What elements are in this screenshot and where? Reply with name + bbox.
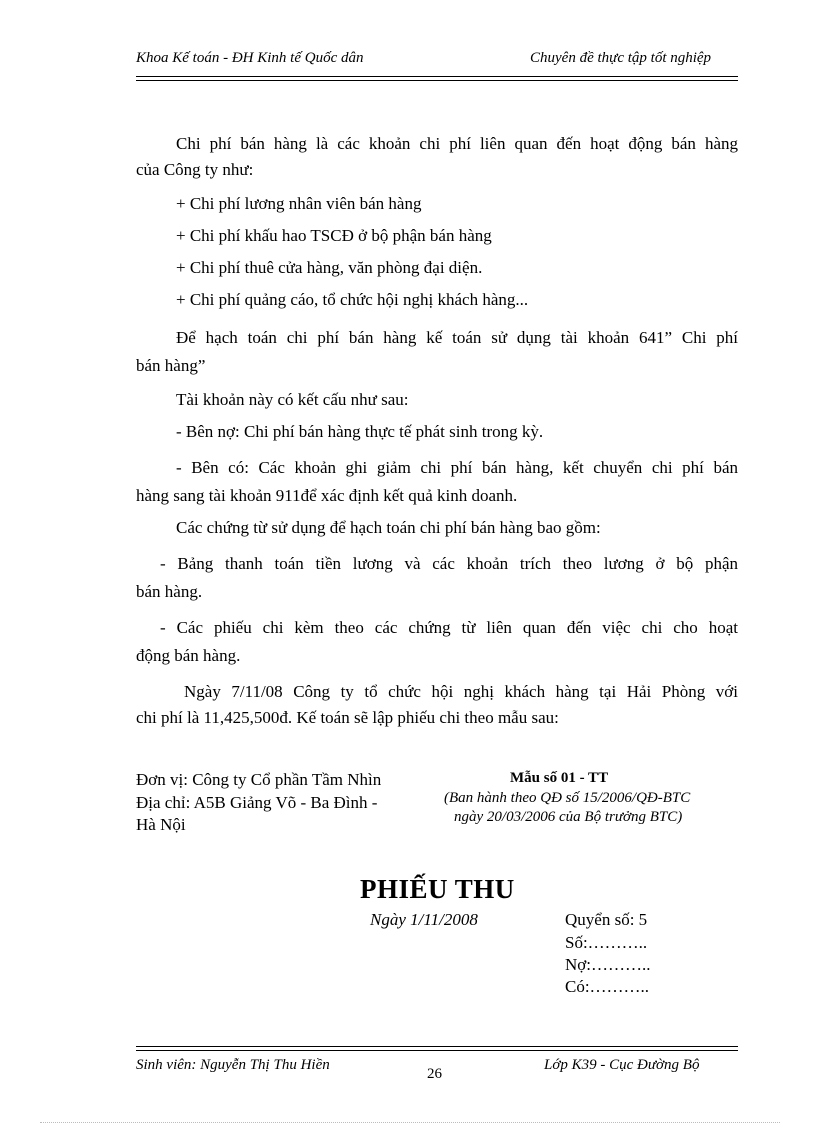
org-address-line-2: Hà Nội xyxy=(136,815,186,834)
footer-student: Sinh viên: Nguyễn Thị Thu Hiền xyxy=(136,1057,330,1073)
list-item-4: + Chi phí quảng cáo, tổ chức hội nghị khách hàng... xyxy=(176,290,529,309)
voucher-title: PHIẾU THU xyxy=(360,874,515,904)
paragraph-6: Các chứng từ sử dụng để hạch toán chi phí bán hàng bao gồm: xyxy=(176,518,601,537)
footer-class: Lớp K39 - Cục Đường Bộ xyxy=(544,1057,700,1073)
paragraph-2-line-1: Để hạch toán chi phí bán hàng kế toán sử dụng tài khoản 641” Chi phí xyxy=(176,328,738,347)
bullet-1-line-1: - Bảng thanh toán tiền lương và các khoản trích theo lương ở bộ phận xyxy=(160,554,738,573)
page-number: 26 xyxy=(427,1066,442,1082)
paragraph-1-line-2: của Công ty như: xyxy=(136,160,254,179)
paragraph-2-line-2: bán hàng” xyxy=(136,356,206,375)
paragraph-7-line-1: Ngày 7/11/08 Công ty tổ chức hội nghị khách hàng tại Hải Phòng với xyxy=(184,682,738,701)
voucher-book: Quyển số: 5 xyxy=(565,910,648,929)
voucher-debit: Nợ:……….. xyxy=(565,955,651,974)
paragraph-5-line-2: hàng sang tài khoản 911để xác định kết quả kinh doanh. xyxy=(136,486,518,505)
header-right: Chuyên đề thực tập tốt nghiệp xyxy=(530,50,712,66)
form-note-line-2: ngày 20/03/2006 của Bộ trưởng BTC) xyxy=(454,809,683,825)
paragraph-4: - Bên nợ: Chi phí bán hàng thực tế phát sinh trong kỳ. xyxy=(176,422,544,441)
paragraph-3: Tài khoản này có kết cấu như sau: xyxy=(176,390,409,409)
header-left: Khoa Kế toán - ĐH Kinh tế Quốc dân xyxy=(136,50,364,66)
voucher-credit: Có:……….. xyxy=(565,977,650,996)
bullet-1-line-2: bán hàng. xyxy=(136,582,203,601)
footer-rule-bottom xyxy=(136,1050,738,1051)
paragraph-7-line-2: chi phí là 11,425,500đ. Kế toán sẽ lập phiếu chi theo mẫu sau: xyxy=(136,708,559,727)
paragraph-5-line-1: - Bên có: Các khoản ghi giảm chi phí bán hàng, kết chuyển chi phí bán xyxy=(176,458,738,477)
footer-rule-top xyxy=(136,1046,738,1047)
org-address-line-1: Địa chỉ: A5B Giảng Võ - Ba Đình - xyxy=(136,793,378,812)
list-item-1: + Chi phí lương nhân viên bán hàng xyxy=(176,194,422,213)
org-name: Đơn vị: Công ty Cổ phần Tầm Nhìn xyxy=(136,770,382,789)
voucher-number: Số:……….. xyxy=(565,933,648,952)
paragraph-1-line-1: Chi phí bán hàng là các khoản chi phí liên quan đến hoạt động bán hàng xyxy=(176,134,738,153)
list-item-2: + Chi phí khấu hao TSCĐ ở bộ phận bán hàng xyxy=(176,226,492,245)
header-rule-top xyxy=(136,76,738,77)
voucher-date: Ngày 1/11/2008 xyxy=(370,910,478,929)
bullet-2-line-1: - Các phiếu chi kèm theo các chứng từ liên quan đến việc chi cho hoạt xyxy=(160,618,738,637)
header-rule-bottom xyxy=(136,80,738,81)
list-item-3: + Chi phí thuê cửa hàng, văn phòng đại diện. xyxy=(176,258,483,277)
form-note-line-1: (Ban hành theo QĐ số 15/2006/QĐ-BTC xyxy=(444,790,691,806)
form-number: Mẫu số 01 - TT xyxy=(510,770,609,786)
bullet-2-line-2: động bán hàng. xyxy=(136,646,241,665)
